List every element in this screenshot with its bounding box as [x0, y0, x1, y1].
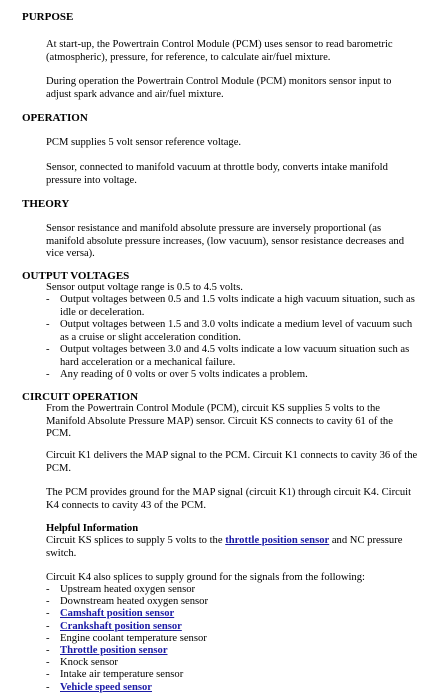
k4-list-item	[46, 657, 418, 670]
circuit-operation-heading: CIRCUIT OPERATION	[22, 391, 139, 403]
output-voltage-bullet	[46, 344, 418, 369]
output-voltage-bullet	[46, 294, 418, 319]
bullet-dash: -	[46, 608, 50, 620]
bullet-text: Output voltages between 0.5 and 1.5 volts indicate a high vacuum situation, such as idle or deceleration.	[60, 294, 415, 318]
sensor-label: Engine coolant temperature sensor	[60, 632, 207, 644]
sensor-link[interactable]: Throttle position sensor	[60, 645, 168, 656]
bullet-dash: -	[46, 319, 50, 330]
bullet-dash: -	[46, 596, 50, 608]
bullet-text: Output voltages between 1.5 and 3.0 volts indicate a medium level of vacuum such as a cruise or slight acceleration condition.	[60, 319, 413, 343]
bullet-text: Any reading of 0 volts or over 5 volts indicates a problem.	[60, 369, 308, 380]
k4-splice-intro: Circuit K4 also splices to supply ground for the signals from the following:	[46, 572, 365, 583]
sensor-link[interactable]: Vehicle speed sensor	[60, 681, 153, 693]
bullet-dash: -	[46, 657, 50, 669]
sensor-label: Upstream heated oxygen sensor	[60, 584, 196, 595]
bullet-dash: -	[46, 669, 50, 681]
purpose-paragraph-2: During operation the Powertrain Control Module (PCM) monitors sensor input to adjust spark advance and air/fuel mixture.	[46, 76, 392, 100]
output-voltage-bullet	[46, 319, 418, 344]
bullet-dash: -	[46, 369, 50, 380]
output-voltage-bullet	[46, 369, 418, 382]
sensor-label: Intake air temperature sensor	[60, 669, 184, 681]
theory-paragraph-1: Sensor resistance and manifold absolute pressure are inversely proportional (as manifold absolute pressure increases, (low vacuum), sensor resistance decreases and vice versa).	[46, 223, 404, 259]
purpose-heading: PURPOSE	[22, 11, 74, 23]
circuit-operation-paragraph-2: Circuit K1 delivers the MAP signal to the PCM. Circuit K1 connects to cavity 36 of the PCM.	[46, 450, 418, 474]
ks-text-before: Circuit KS splices to supply 5 volts to the	[46, 535, 226, 546]
bullet-text: Output voltages between 3.0 and 4.5 volts indicate a low vacuum situation such as hard acceleration or a mechanical failure.	[60, 344, 410, 368]
sensor-label: Downstream heated oxygen sensor	[60, 596, 208, 608]
throttle-position-sensor-link[interactable]: throttle position sensor	[225, 535, 330, 546]
bullet-dash: -	[46, 294, 50, 305]
bullet-dash: -	[46, 620, 50, 632]
operation-paragraph-1: PCM supplies 5 volt sensor reference voltage.	[46, 137, 242, 148]
k4-list-item[interactable]	[46, 621, 418, 634]
sensor-label: Knock sensor	[60, 657, 118, 669]
ks-splice-paragraph	[46, 535, 418, 560]
circuit-operation-paragraph-3: The PCM provides ground for the MAP signal (circuit K1) through circuit K4. Circuit K4 connects to cavity 43 of the PCM.	[46, 487, 412, 511]
operation-paragraph-2: Sensor, connected to manifold vacuum at throttle body, converts intake manifold pressure into voltage.	[46, 162, 388, 186]
bullet-dash: -	[46, 632, 50, 644]
bullet-dash: -	[46, 681, 50, 693]
k4-list-item[interactable]	[46, 682, 418, 695]
theory-heading: THEORY	[22, 198, 70, 210]
purpose-paragraph-1: At start-up, the Powertrain Control Module (PCM) uses sensor to read barometric (atmospheric), pressure, for reference, to calculate air/fuel mixture.	[46, 39, 393, 63]
circuit-operation-paragraph-1: From the Powertrain Control Module (PCM), circuit KS supplies 5 volts to the Manifold Absolute Pressure MAP) sensor. Circuit KS connects to cavity 61 of the PCM.	[46, 403, 393, 439]
operation-heading: OPERATION	[22, 112, 88, 124]
k4-list-item[interactable]	[46, 645, 418, 658]
k4-list-item	[46, 596, 418, 609]
k4-list-item	[46, 669, 418, 682]
k4-list-item	[46, 633, 418, 646]
bullet-dash: -	[46, 584, 50, 595]
sensor-link[interactable]: Crankshaft position sensor	[60, 620, 182, 632]
helpful-information-heading: Helpful Information	[46, 523, 139, 534]
ks-text-after: and NC pressure switch.	[46, 535, 403, 559]
bullet-dash: -	[46, 344, 50, 355]
output-voltages-heading: OUTPUT VOLTAGES	[22, 270, 130, 282]
bullet-dash: -	[46, 645, 50, 656]
k4-list-item[interactable]	[46, 608, 418, 621]
sensor-link[interactable]: Camshaft position sensor	[60, 608, 175, 620]
output-voltages-intro: Sensor output voltage range is 0.5 to 4.5 volts.	[46, 282, 243, 293]
k4-list-item	[46, 584, 418, 597]
